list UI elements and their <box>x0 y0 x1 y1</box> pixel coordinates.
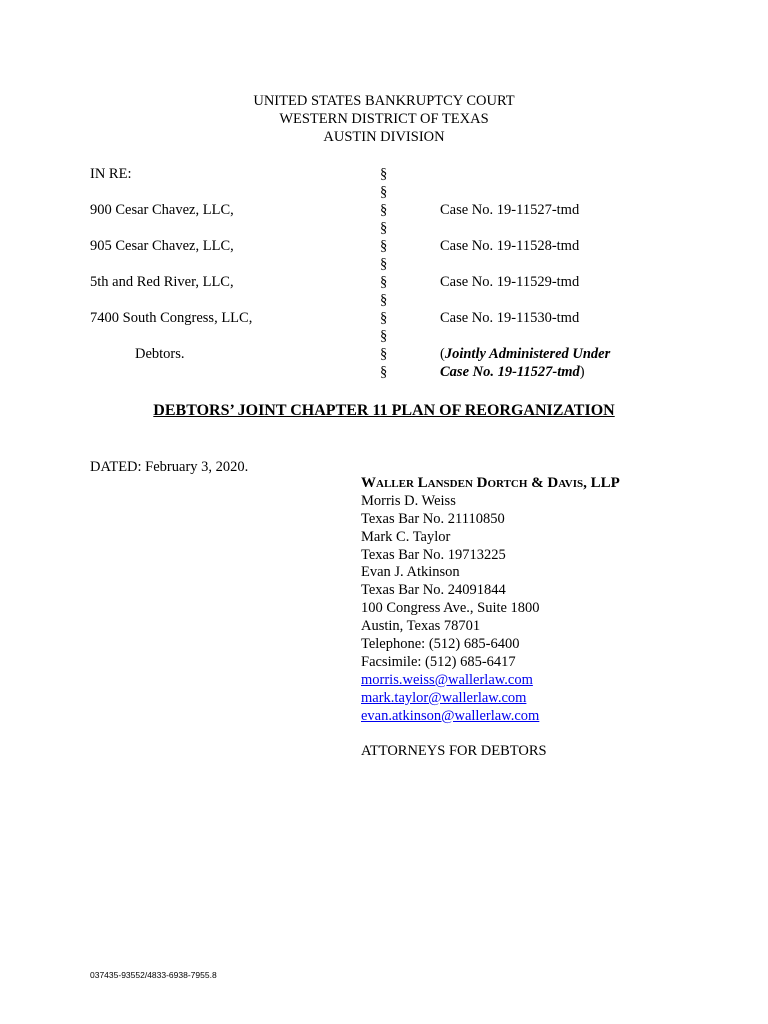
document-title-text: DEBTORS’ JOINT CHAPTER 11 PLAN OF REORGANIZATION <box>153 402 615 419</box>
court-header <box>0 92 768 146</box>
address-line: Austin, Texas 78701 <box>361 618 481 635</box>
court-name: UNITED STATES BANKRUPTCY COURT <box>253 93 515 109</box>
open-paren: ( <box>440 346 445 362</box>
section-mark: § <box>380 256 388 272</box>
attorney-block <box>361 475 620 761</box>
attorney-line: Morris D. Weiss <box>361 492 456 509</box>
close-paren: ) <box>579 364 585 380</box>
case-number: Case No. 19-11528-tmd <box>440 238 580 254</box>
debtors-label: Debtors. <box>135 346 185 362</box>
joint-admin-line-2 <box>440 363 585 381</box>
joint-admin-text: Jointly Administered Under <box>444 346 611 362</box>
document-title <box>0 402 768 420</box>
debtor-name: 900 Cesar Chavez, LLC, <box>90 202 234 218</box>
case-number: Case No. 19-11527-tmd <box>440 202 580 218</box>
section-mark: § <box>380 166 388 182</box>
section-mark: § <box>380 346 388 362</box>
dated-line: DATED: February 3, 2020. <box>90 459 249 475</box>
joint-admin-line-1 <box>440 345 610 363</box>
case-number: Case No. 19-11530-tmd <box>440 310 580 326</box>
email-link[interactable]: evan.atkinson@wallerlaw.com <box>361 707 540 724</box>
email-link[interactable]: morris.weiss@wallerlaw.com <box>361 671 533 688</box>
joint-admin-case: Case No. 19-11527-tmd <box>440 364 580 380</box>
telephone-line: Telephone: (512) 685-6400 <box>361 636 520 653</box>
section-mark: § <box>380 328 388 344</box>
debtor-name: 905 Cesar Chavez, LLC, <box>90 238 234 254</box>
case-number: Case No. 19-11529-tmd <box>440 274 580 290</box>
section-mark: § <box>380 310 388 326</box>
in-re-label: IN RE: <box>90 166 132 182</box>
debtor-name: 7400 South Congress, LLC, <box>90 310 253 326</box>
section-mark: § <box>380 292 388 308</box>
attorney-line: Texas Bar No. 19713225 <box>361 546 506 563</box>
debtor-name: 5th and Red River, LLC, <box>90 274 234 290</box>
section-mark: § <box>380 364 388 380</box>
section-mark: § <box>380 184 388 200</box>
attorneys-role: ATTORNEYS FOR DEBTORS <box>361 743 547 760</box>
attorney-line: Texas Bar No. 21110850 <box>361 510 505 527</box>
email-link[interactable]: mark.taylor@wallerlaw.com <box>361 689 527 706</box>
section-mark: § <box>380 274 388 290</box>
attorney-line: Texas Bar No. 24091844 <box>361 582 506 599</box>
attorney-line: Mark C. Taylor <box>361 528 451 545</box>
section-mark: § <box>380 220 388 236</box>
court-division: AUSTIN DIVISION <box>323 129 445 145</box>
firm-name: Waller Lansden Dortch & Davis, LLP <box>361 475 620 491</box>
attorney-line: Evan J. Atkinson <box>361 564 460 581</box>
facsimile-line: Facsimile: (512) 685-6417 <box>361 653 516 670</box>
address-line: 100 Congress Ave., Suite 1800 <box>361 600 540 617</box>
section-mark: § <box>380 202 388 218</box>
document-footer-id: 037435-93552/4833-6938-7955.8 <box>90 970 217 980</box>
section-mark: § <box>380 238 388 254</box>
court-district: WESTERN DISTRICT OF TEXAS <box>279 111 489 127</box>
